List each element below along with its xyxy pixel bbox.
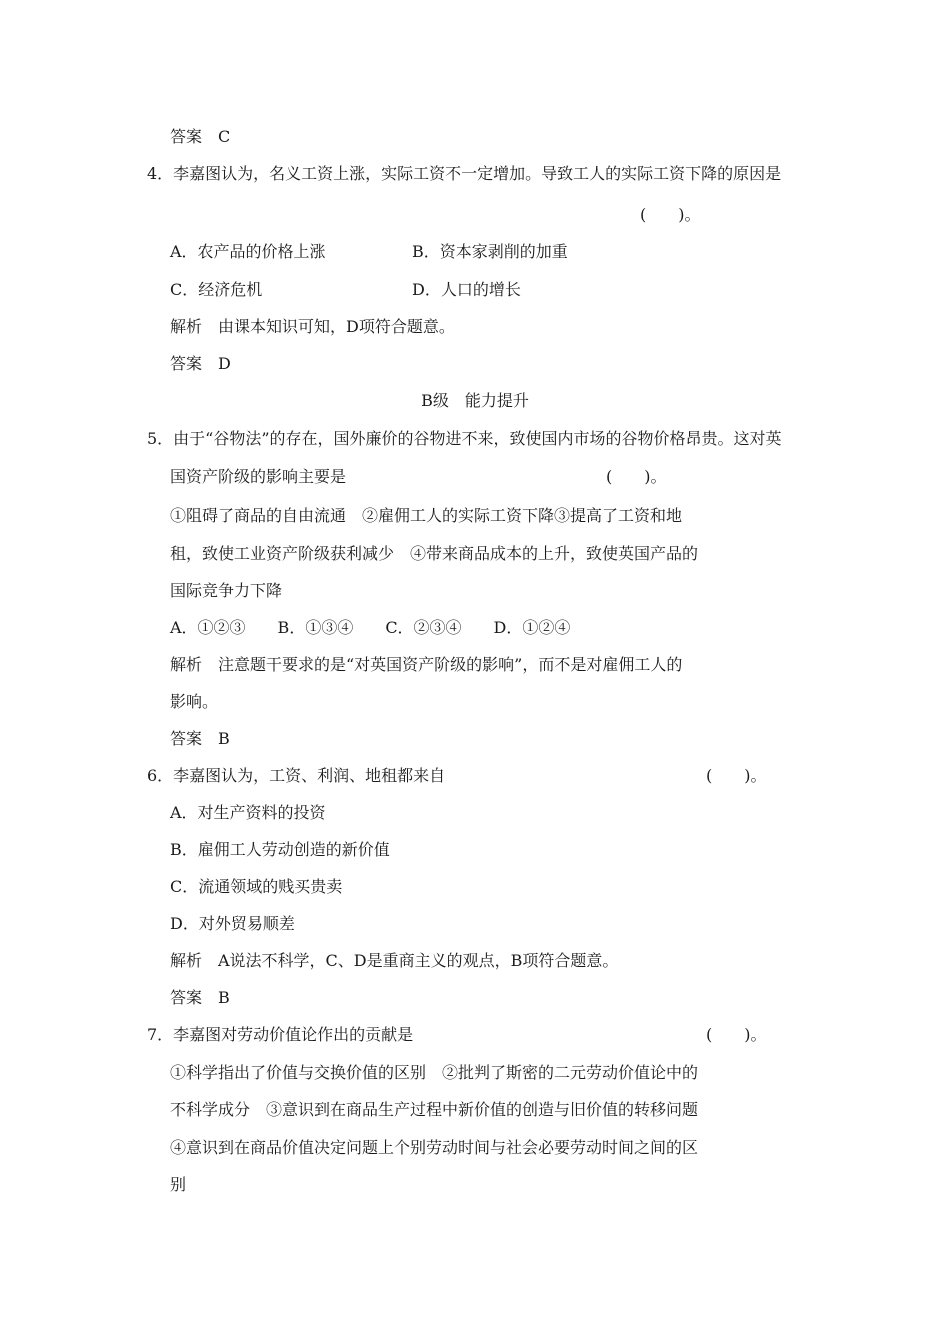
question-5-answer: 答案 B <box>170 729 230 748</box>
question-5-item-line: 国际竞争力下降 <box>170 581 283 600</box>
question-4-analysis: 解析 由课本知识可知，D项符合题意。 <box>170 317 455 336</box>
question-6-option-a: A．对生产资料的投资 <box>170 803 326 822</box>
question-7-blank: ( )。 <box>706 1025 767 1044</box>
question-5-stem-cont: 国资产阶级的影响主要是 <box>170 467 347 486</box>
question-5-analysis: 解析 注意题干要求的是“对英国资产阶级的影响”，而不是对雇佣工人的 <box>170 655 683 674</box>
question-6-stem: 6．李嘉图认为，工资、利润、地租都来自 <box>147 766 446 785</box>
question-7-item-line: 别 <box>170 1175 187 1194</box>
question-4-blank: ( )。 <box>640 205 701 224</box>
question-4-answer: 答案 D <box>170 354 231 373</box>
question-6-option-d: D．对外贸易顺差 <box>170 914 295 933</box>
question-6-analysis: 解析 A说法不科学，C、D是重商主义的观点，B项符合题意。 <box>170 951 619 970</box>
question-4-option-b: B．资本家剥削的加重 <box>412 242 568 261</box>
question-4-option-c: C．经济危机 <box>170 280 263 299</box>
question-6-option-b: B．雇佣工人劳动创造的新价值 <box>170 840 390 859</box>
section-heading: B级 能力提升 <box>421 391 529 410</box>
question-7-item-line: 不科学成分 ③意识到在商品生产过程中新价值的创造与旧价值的转移问题 <box>170 1100 699 1119</box>
question-4-stem: 4．李嘉图认为，名义工资上涨，实际工资不一定增加。导致工人的实际工资下降的原因是 <box>147 164 782 183</box>
question-5-analysis-cont: 影响。 <box>170 692 219 711</box>
question-7-item-line: ④意识到在商品价值决定问题上个别劳动时间与社会必要劳动时间之间的区 <box>170 1138 699 1157</box>
question-6-blank: ( )。 <box>706 766 767 785</box>
question-5-stem: 5．由于“谷物法”的存在，国外廉价的谷物进不来，致使国内市场的谷物价格昂贵。这对英 <box>147 429 782 448</box>
question-7-item-line: ①科学指出了价值与交换价值的区别 ②批判了斯密的二元劳动价值论中的 <box>170 1063 699 1082</box>
question-5-item-line: ①阻碍了商品的自由流通 ②雇佣工人的实际工资下降③提高了工资和地 <box>170 506 683 525</box>
question-5-item-line: 租，致使工业资产阶级获利减少 ④带来商品成本的上升，致使英国产品的 <box>170 544 699 563</box>
answer-q3: 答案 C <box>170 127 231 146</box>
question-4-option-d: D．人口的增长 <box>412 280 521 299</box>
question-5-options: A．①②③ B．①③④ C．②③④ D．①②④ <box>170 618 571 637</box>
question-6-answer: 答案 B <box>170 988 230 1007</box>
question-6-option-c: C．流通领域的贱买贵卖 <box>170 877 343 896</box>
question-4-option-a: A．农产品的价格上涨 <box>170 242 326 261</box>
question-7-stem: 7．李嘉图对劳动价值论作出的贡献是 <box>147 1025 414 1044</box>
question-5-blank: ( )。 <box>606 467 667 486</box>
